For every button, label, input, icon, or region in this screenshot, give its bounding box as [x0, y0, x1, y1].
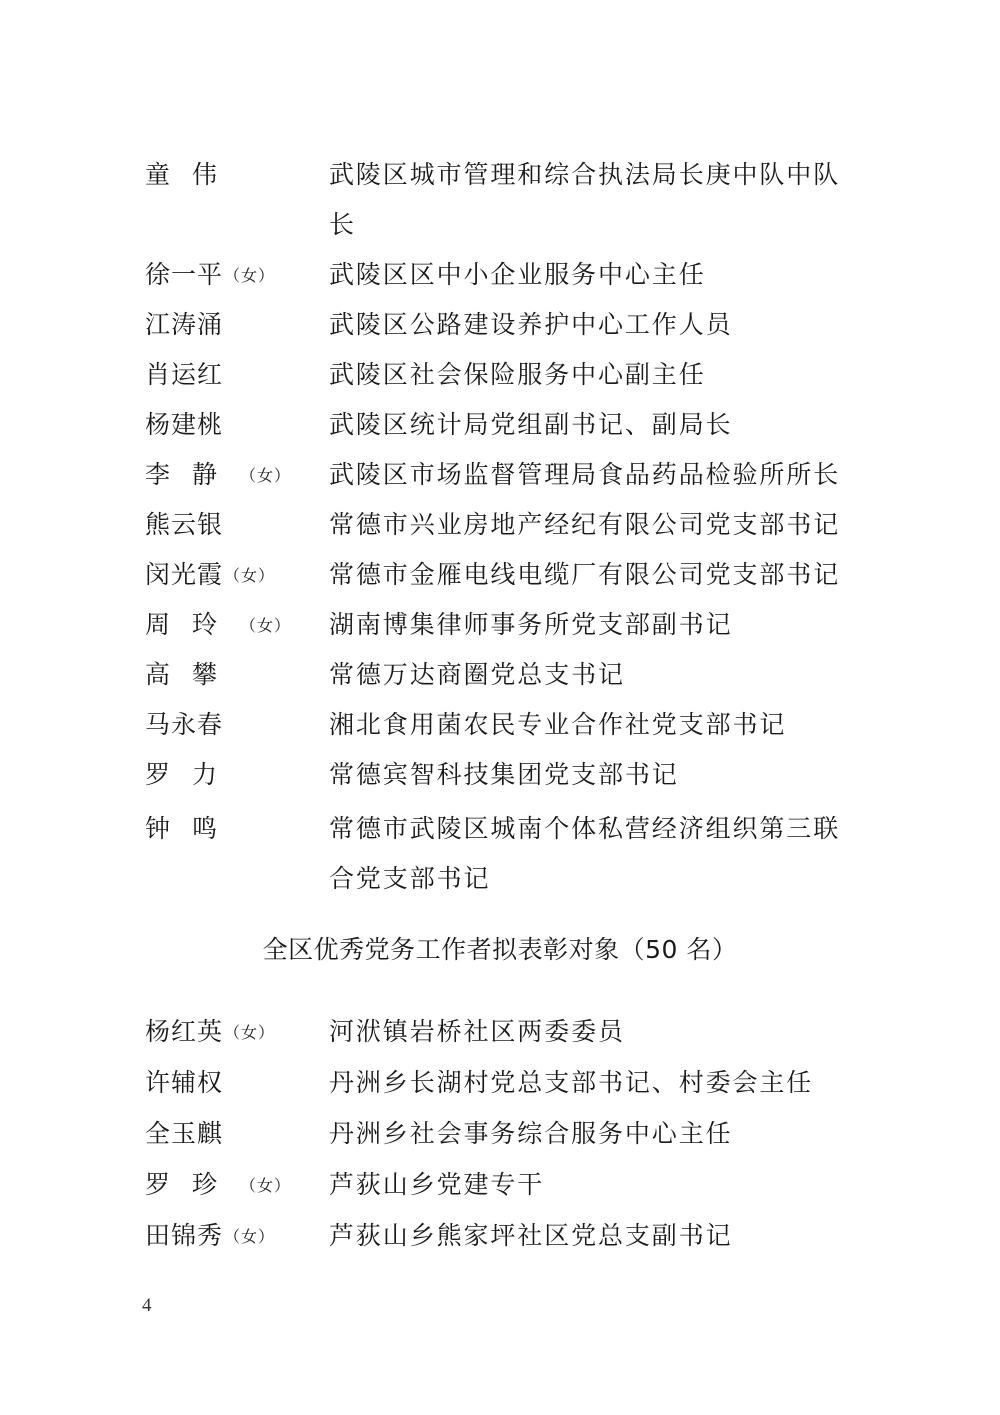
list-item — [0, 750, 1000, 800]
person-name — [145, 550, 275, 601]
name-text: 杨红英 — [145, 1017, 224, 1046]
person-position — [329, 1160, 869, 1210]
person-position — [329, 1058, 869, 1108]
position-text: 常德市金雁电线电缆厂有限公司党支部书记 — [329, 560, 841, 589]
list-item — [0, 1007, 1000, 1057]
position-text: 武陵区区中小企业服务中心主任 — [329, 260, 706, 289]
person-position — [329, 550, 869, 600]
gender-note: （女） — [224, 1023, 276, 1042]
position-text: 丹洲乡社会事务综合服务中心主任 — [329, 1119, 733, 1148]
list-item — [0, 450, 1000, 500]
name-text: 罗力 — [145, 760, 240, 789]
person-position — [329, 350, 869, 400]
position-text: 武陵区公路建设养护中心工作人员 — [329, 310, 733, 339]
name-text: 肖运红 — [145, 360, 224, 389]
list-item — [0, 350, 1000, 400]
person-name — [145, 600, 291, 651]
name-text: 高攀 — [145, 660, 240, 689]
position-text-continued: 长 — [329, 210, 356, 239]
person-position — [329, 450, 869, 500]
list-item — [0, 300, 1000, 350]
person-name — [145, 400, 224, 451]
name-text: 李静 — [145, 460, 240, 489]
person-position — [329, 600, 869, 650]
position-text: 武陵区统计局党组副书记、副局长 — [329, 410, 733, 439]
name-text: 熊云银 — [145, 510, 224, 539]
person-position — [329, 650, 869, 700]
person-name — [145, 500, 224, 551]
person-name — [145, 650, 240, 701]
position-text: 丹洲乡长湖村党总支部书记、村委会主任 — [329, 1068, 814, 1097]
name-text: 罗珍 — [145, 1170, 240, 1199]
person-position — [329, 1109, 869, 1159]
position-text: 芦荻山乡熊家坪社区党总支副书记 — [329, 1221, 733, 1250]
name-text: 闵光霞 — [145, 560, 224, 589]
person-name — [145, 250, 275, 301]
person-position — [329, 1211, 869, 1261]
position-text-continued: 合党支部书记 — [329, 864, 491, 893]
list-item — [0, 1160, 1000, 1210]
list-item — [0, 150, 1000, 239]
person-position — [329, 804, 869, 904]
position-text: 常德市兴业房地产经纪有限公司党支部书记 — [329, 510, 841, 539]
gender-note: （女） — [240, 616, 292, 635]
name-text: 许辅权 — [145, 1068, 224, 1097]
position-text: 武陵区城市管理和综合执法局长庚中队中队 — [329, 160, 841, 189]
list-item — [0, 1058, 1000, 1108]
list-item — [0, 600, 1000, 650]
position-text: 武陵区社会保险服务中心副主任 — [329, 360, 706, 389]
person-position — [329, 400, 869, 450]
list-item — [0, 400, 1000, 450]
list-item — [0, 250, 1000, 300]
position-text: 常德宾智科技集团党支部书记 — [329, 760, 679, 789]
gender-note: （女） — [224, 1227, 276, 1246]
gender-note: （女） — [224, 566, 276, 585]
page-number: 4 — [142, 1295, 152, 1316]
name-text: 全玉麒 — [145, 1119, 224, 1148]
list-item — [0, 1211, 1000, 1261]
list-item — [0, 700, 1000, 750]
person-name — [145, 804, 240, 855]
person-position — [329, 750, 869, 800]
list-item — [0, 1109, 1000, 1159]
person-name — [145, 1160, 291, 1211]
position-text: 湖南博集律师事务所党支部副书记 — [329, 610, 733, 639]
name-text: 徐一平 — [145, 260, 224, 289]
name-text: 马永春 — [145, 710, 224, 739]
gender-note: （女） — [224, 266, 276, 285]
person-name — [145, 1007, 275, 1058]
person-position — [329, 250, 869, 300]
person-position — [329, 700, 869, 750]
gender-note: （女） — [240, 1176, 292, 1195]
person-name — [145, 1058, 224, 1109]
person-position — [329, 150, 869, 250]
person-position — [329, 500, 869, 550]
name-text: 童伟 — [145, 160, 240, 189]
section-title: 全区优秀党务工作者拟表彰对象（50 名） — [262, 935, 738, 964]
name-text: 杨建桃 — [145, 410, 224, 439]
position-text: 湘北食用菌农民专业合作社党支部书记 — [329, 710, 787, 739]
person-name — [145, 750, 240, 801]
name-text: 钟鸣 — [145, 814, 240, 843]
person-name — [145, 350, 224, 401]
list-item — [0, 550, 1000, 600]
position-text: 武陵区市场监督管理局食品药品检验所所长 — [329, 460, 841, 489]
person-name — [145, 1109, 224, 1160]
person-position — [329, 300, 869, 350]
list-item — [0, 500, 1000, 550]
list-item — [0, 804, 1000, 893]
position-text: 常德市武陵区城南个体私营经济组织第三联 — [329, 814, 841, 843]
person-position — [329, 1007, 869, 1057]
name-text: 江涛涌 — [145, 310, 224, 339]
person-name — [145, 700, 224, 751]
gender-note: （女） — [240, 466, 292, 485]
position-text: 芦荻山乡党建专干 — [329, 1170, 545, 1199]
position-text: 河洑镇岩桥社区两委委员 — [329, 1017, 625, 1046]
name-text: 周玲 — [145, 610, 240, 639]
position-text: 常德万达商圈党总支书记 — [329, 660, 625, 689]
person-name — [145, 450, 291, 501]
list-item — [0, 650, 1000, 700]
name-text: 田锦秀 — [145, 1221, 224, 1250]
person-name — [145, 150, 240, 201]
person-name — [145, 300, 224, 351]
person-name — [145, 1211, 275, 1262]
